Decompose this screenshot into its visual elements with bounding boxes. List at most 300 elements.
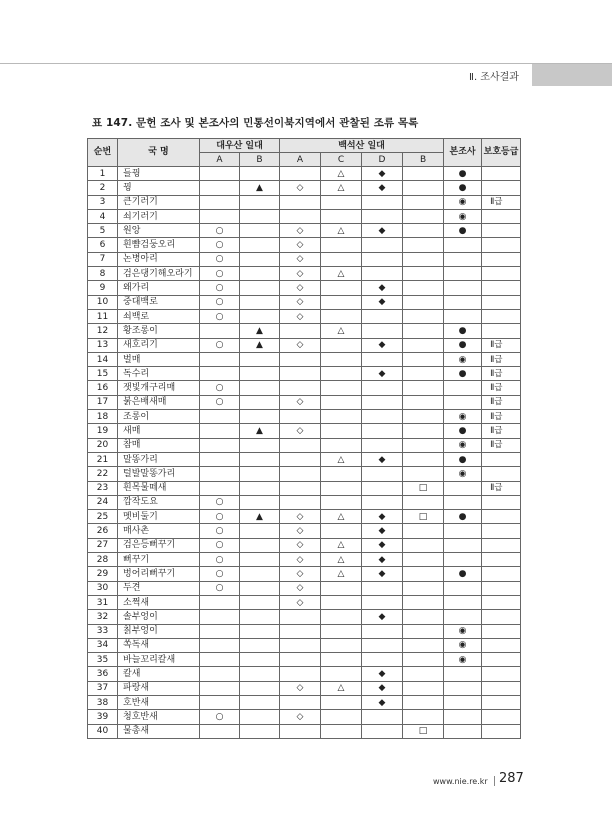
survey-mark — [403, 710, 444, 724]
survey-mark — [362, 238, 403, 252]
main-survey-mark: ◉ — [444, 653, 482, 667]
row-number: 3 — [88, 195, 118, 209]
protection-grade — [482, 295, 521, 309]
survey-mark: ○ — [200, 495, 240, 509]
protection-grade: Ⅱ급 — [482, 381, 521, 395]
survey-mark: ◆ — [362, 452, 403, 466]
survey-mark: ◇ — [280, 338, 321, 352]
main-survey-mark: ● — [444, 167, 482, 181]
survey-mark: ◇ — [280, 510, 321, 524]
survey-mark: ◆ — [362, 553, 403, 567]
survey-mark — [321, 281, 362, 295]
survey-mark — [280, 667, 321, 681]
survey-mark — [362, 309, 403, 323]
survey-mark: ◇ — [280, 252, 321, 266]
row-number: 23 — [88, 481, 118, 495]
row-number: 16 — [88, 381, 118, 395]
protection-grade — [482, 553, 521, 567]
protection-grade: Ⅱ급 — [482, 195, 521, 209]
protection-grade — [482, 567, 521, 581]
survey-mark: ◆ — [362, 681, 403, 695]
table-row — [88, 209, 521, 223]
survey-mark — [362, 653, 403, 667]
survey-mark: ○ — [200, 395, 240, 409]
row-number: 5 — [88, 224, 118, 238]
species-name: 검은댕기해오라기 — [118, 267, 200, 281]
survey-mark — [240, 567, 280, 581]
row-number: 6 — [88, 238, 118, 252]
survey-mark — [403, 281, 444, 295]
row-number: 14 — [88, 352, 118, 366]
header-no: 순번 — [88, 139, 118, 167]
row-number: 32 — [88, 610, 118, 624]
survey-mark — [403, 424, 444, 438]
table-row — [88, 438, 521, 452]
species-name: 흰뺨검둥오리 — [118, 238, 200, 252]
survey-mark — [200, 367, 240, 381]
survey-mark — [362, 267, 403, 281]
survey-mark — [321, 595, 362, 609]
table-row — [88, 309, 521, 323]
survey-mark — [240, 281, 280, 295]
survey-mark — [321, 653, 362, 667]
survey-mark — [200, 724, 240, 738]
protection-grade — [482, 324, 521, 338]
main-survey-mark — [444, 481, 482, 495]
survey-mark — [362, 252, 403, 266]
survey-mark — [403, 653, 444, 667]
protection-grade — [482, 238, 521, 252]
survey-mark — [403, 567, 444, 581]
species-name: 검은등뻐꾸기 — [118, 538, 200, 552]
row-number: 33 — [88, 624, 118, 638]
main-survey-mark: ◉ — [444, 438, 482, 452]
survey-mark — [240, 495, 280, 509]
survey-mark — [403, 595, 444, 609]
row-number: 1 — [88, 167, 118, 181]
survey-mark — [321, 381, 362, 395]
survey-mark: △ — [321, 681, 362, 695]
survey-mark — [240, 638, 280, 652]
species-name: 논병아리 — [118, 252, 200, 266]
survey-mark — [403, 695, 444, 709]
survey-mark — [200, 610, 240, 624]
survey-mark — [240, 595, 280, 609]
protection-grade — [482, 281, 521, 295]
table-row — [88, 410, 521, 424]
survey-mark: ◆ — [362, 524, 403, 538]
main-survey-mark — [444, 252, 482, 266]
table-row — [88, 624, 521, 638]
survey-mark — [403, 681, 444, 695]
survey-mark — [321, 352, 362, 366]
main-survey-mark: ◉ — [444, 352, 482, 366]
header-sub-d2: D — [362, 153, 403, 167]
survey-mark — [240, 581, 280, 595]
main-survey-mark — [444, 309, 482, 323]
protection-grade — [482, 581, 521, 595]
survey-mark: ○ — [200, 224, 240, 238]
survey-mark — [200, 595, 240, 609]
table-title: 표 147. 문헌 조사 및 본조사의 민통선이북지역에서 관찰된 조류 목록 — [92, 117, 419, 129]
survey-mark: ◇ — [280, 710, 321, 724]
species-name: 벌매 — [118, 352, 200, 366]
protection-grade — [482, 495, 521, 509]
survey-mark — [240, 252, 280, 266]
main-survey-mark — [444, 538, 482, 552]
survey-mark — [280, 653, 321, 667]
survey-mark — [403, 338, 444, 352]
survey-mark — [403, 238, 444, 252]
survey-mark — [321, 610, 362, 624]
survey-mark — [403, 381, 444, 395]
survey-mark — [280, 381, 321, 395]
row-number: 13 — [88, 338, 118, 352]
row-number: 19 — [88, 424, 118, 438]
survey-mark — [280, 695, 321, 709]
species-name: 새매 — [118, 424, 200, 438]
table-row — [88, 367, 521, 381]
survey-mark: ◇ — [280, 281, 321, 295]
species-name: 잿빛개구리매 — [118, 381, 200, 395]
survey-mark: ○ — [200, 281, 240, 295]
survey-mark: ○ — [200, 238, 240, 252]
table-body — [88, 167, 521, 739]
header-sub-b1: B — [240, 153, 280, 167]
main-survey-mark: ◉ — [444, 410, 482, 424]
species-name: 바늘꼬리칼새 — [118, 653, 200, 667]
survey-mark: ◆ — [362, 367, 403, 381]
main-survey-mark: ◉ — [444, 467, 482, 481]
survey-mark: ○ — [200, 510, 240, 524]
protection-grade — [482, 595, 521, 609]
survey-mark: ◆ — [362, 538, 403, 552]
table-row — [88, 695, 521, 709]
survey-mark — [321, 367, 362, 381]
table-row — [88, 224, 521, 238]
survey-mark: ○ — [200, 267, 240, 281]
row-number: 2 — [88, 181, 118, 195]
survey-mark — [362, 209, 403, 223]
survey-mark: △ — [321, 510, 362, 524]
protection-grade — [482, 524, 521, 538]
survey-mark — [200, 181, 240, 195]
survey-mark — [362, 481, 403, 495]
survey-mark: ◇ — [280, 181, 321, 195]
survey-mark — [362, 710, 403, 724]
row-number: 35 — [88, 653, 118, 667]
survey-mark — [280, 438, 321, 452]
survey-mark — [240, 452, 280, 466]
survey-mark — [240, 553, 280, 567]
row-number: 4 — [88, 209, 118, 223]
table-row — [88, 181, 521, 195]
survey-mark — [200, 653, 240, 667]
survey-mark: ◇ — [280, 395, 321, 409]
survey-mark — [240, 367, 280, 381]
survey-mark — [200, 324, 240, 338]
main-survey-mark: ● — [444, 567, 482, 581]
row-number: 26 — [88, 524, 118, 538]
survey-mark: ◇ — [280, 681, 321, 695]
header-group2: 백석산 일대 — [280, 139, 444, 153]
survey-mark — [200, 681, 240, 695]
survey-mark — [240, 524, 280, 538]
row-number: 21 — [88, 452, 118, 466]
header-protection: 보호등급 — [482, 139, 521, 167]
species-name: 매사촌 — [118, 524, 200, 538]
species-name: 솔부엉이 — [118, 610, 200, 624]
survey-mark — [280, 481, 321, 495]
protection-grade — [482, 681, 521, 695]
row-number: 34 — [88, 638, 118, 652]
table-row — [88, 610, 521, 624]
survey-mark — [200, 209, 240, 223]
table-row — [88, 681, 521, 695]
main-survey-mark — [444, 381, 482, 395]
survey-mark — [240, 395, 280, 409]
survey-mark — [403, 495, 444, 509]
main-survey-mark: ● — [444, 367, 482, 381]
header-sub-c2: C — [321, 153, 362, 167]
survey-mark — [321, 309, 362, 323]
survey-mark — [240, 695, 280, 709]
survey-mark — [403, 309, 444, 323]
row-number: 31 — [88, 595, 118, 609]
species-name: 쇠백로 — [118, 309, 200, 323]
survey-mark — [403, 624, 444, 638]
survey-mark — [200, 624, 240, 638]
survey-mark — [362, 424, 403, 438]
main-survey-mark: ● — [444, 424, 482, 438]
species-name: 쏙독새 — [118, 638, 200, 652]
protection-grade — [482, 724, 521, 738]
main-survey-mark — [444, 724, 482, 738]
species-name: 두견 — [118, 581, 200, 595]
survey-mark: ▲ — [240, 324, 280, 338]
survey-mark: ○ — [200, 567, 240, 581]
protection-grade: Ⅱ급 — [482, 367, 521, 381]
survey-mark — [321, 395, 362, 409]
species-name: 호반새 — [118, 695, 200, 709]
survey-mark: ○ — [200, 295, 240, 309]
survey-mark — [321, 695, 362, 709]
survey-mark — [280, 410, 321, 424]
species-name: 붉은배새매 — [118, 395, 200, 409]
survey-mark — [321, 667, 362, 681]
survey-mark — [200, 695, 240, 709]
survey-mark — [240, 724, 280, 738]
bird-list-table — [87, 138, 521, 739]
survey-mark — [240, 295, 280, 309]
main-survey-mark: ● — [444, 452, 482, 466]
row-number: 30 — [88, 581, 118, 595]
survey-mark: ◇ — [280, 581, 321, 595]
main-survey-mark — [444, 595, 482, 609]
survey-mark: ◆ — [362, 567, 403, 581]
protection-grade: Ⅱ급 — [482, 395, 521, 409]
species-name: 큰기러기 — [118, 195, 200, 209]
header-group1: 대우산 일대 — [200, 139, 280, 153]
survey-mark: ◇ — [280, 538, 321, 552]
survey-mark — [403, 452, 444, 466]
main-survey-mark: ● — [444, 338, 482, 352]
survey-mark — [200, 638, 240, 652]
survey-mark — [200, 167, 240, 181]
species-name: 중대백로 — [118, 295, 200, 309]
survey-mark — [403, 252, 444, 266]
survey-mark — [240, 238, 280, 252]
main-survey-mark — [444, 581, 482, 595]
protection-grade — [482, 610, 521, 624]
survey-mark — [240, 467, 280, 481]
survey-mark: ◇ — [280, 238, 321, 252]
survey-mark: ◇ — [280, 553, 321, 567]
survey-mark: ◆ — [362, 610, 403, 624]
survey-mark: ▲ — [240, 510, 280, 524]
protection-grade: Ⅱ급 — [482, 410, 521, 424]
species-name: 새호리기 — [118, 338, 200, 352]
survey-mark — [280, 195, 321, 209]
survey-mark — [321, 638, 362, 652]
protection-grade — [482, 653, 521, 667]
row-number: 25 — [88, 510, 118, 524]
chapter-label: Ⅱ. 조사결과 — [469, 71, 519, 83]
survey-mark: ▲ — [240, 338, 280, 352]
survey-mark — [403, 538, 444, 552]
survey-mark — [403, 209, 444, 223]
species-name: 흰목물떼새 — [118, 481, 200, 495]
survey-mark — [321, 524, 362, 538]
survey-mark — [362, 595, 403, 609]
species-name: 쇠기러기 — [118, 209, 200, 223]
table-row — [88, 710, 521, 724]
survey-mark: △ — [321, 181, 362, 195]
table-row — [88, 195, 521, 209]
survey-mark — [403, 267, 444, 281]
row-number: 27 — [88, 538, 118, 552]
survey-mark — [321, 195, 362, 209]
survey-mark — [403, 195, 444, 209]
table-row — [88, 581, 521, 595]
survey-mark — [280, 324, 321, 338]
survey-mark: ▲ — [240, 424, 280, 438]
protection-grade: Ⅱ급 — [482, 352, 521, 366]
species-name: 황조롱이 — [118, 324, 200, 338]
row-number: 10 — [88, 295, 118, 309]
survey-mark — [321, 238, 362, 252]
survey-mark: ◆ — [362, 338, 403, 352]
survey-mark — [362, 381, 403, 395]
protection-grade — [482, 510, 521, 524]
species-name: 뻐꾸기 — [118, 553, 200, 567]
protection-grade — [482, 224, 521, 238]
survey-mark: △ — [321, 567, 362, 581]
table-row — [88, 524, 521, 538]
survey-mark — [403, 581, 444, 595]
survey-mark — [362, 352, 403, 366]
header-main-survey: 본조사 — [444, 139, 482, 167]
species-name: 조롱이 — [118, 410, 200, 424]
survey-mark — [240, 309, 280, 323]
survey-mark — [321, 338, 362, 352]
survey-mark: △ — [321, 224, 362, 238]
main-survey-mark: ◉ — [444, 209, 482, 223]
survey-mark — [240, 224, 280, 238]
species-name: 벙어리뻐꾸기 — [118, 567, 200, 581]
protection-grade — [482, 167, 521, 181]
survey-mark — [321, 209, 362, 223]
protection-grade — [482, 309, 521, 323]
survey-mark — [362, 581, 403, 595]
survey-mark — [403, 352, 444, 366]
table-row — [88, 724, 521, 738]
survey-mark — [403, 224, 444, 238]
survey-mark: ○ — [200, 553, 240, 567]
survey-mark — [200, 424, 240, 438]
survey-mark — [280, 209, 321, 223]
survey-mark — [403, 395, 444, 409]
survey-mark — [321, 495, 362, 509]
table-row — [88, 252, 521, 266]
survey-mark: △ — [321, 452, 362, 466]
row-number: 37 — [88, 681, 118, 695]
species-name: 들꿩 — [118, 167, 200, 181]
survey-mark: ○ — [200, 381, 240, 395]
survey-mark: ◇ — [280, 309, 321, 323]
main-survey-mark — [444, 710, 482, 724]
survey-mark — [200, 410, 240, 424]
survey-mark — [321, 581, 362, 595]
survey-mark: △ — [321, 324, 362, 338]
protection-grade — [482, 267, 521, 281]
row-number: 8 — [88, 267, 118, 281]
table-row — [88, 395, 521, 409]
protection-grade — [482, 209, 521, 223]
survey-mark: ◆ — [362, 181, 403, 195]
survey-mark — [362, 395, 403, 409]
row-number: 38 — [88, 695, 118, 709]
survey-mark — [403, 324, 444, 338]
table-row — [88, 338, 521, 352]
species-name: 왜가리 — [118, 281, 200, 295]
survey-mark — [362, 410, 403, 424]
survey-mark — [240, 667, 280, 681]
table-row — [88, 538, 521, 552]
row-number: 12 — [88, 324, 118, 338]
survey-mark — [200, 195, 240, 209]
survey-mark — [403, 438, 444, 452]
row-number: 7 — [88, 252, 118, 266]
survey-mark: △ — [321, 553, 362, 567]
survey-mark: ○ — [200, 538, 240, 552]
survey-mark: ○ — [200, 309, 240, 323]
protection-grade: Ⅱ급 — [482, 438, 521, 452]
table-row — [88, 352, 521, 366]
row-number: 28 — [88, 553, 118, 567]
species-name: 독수리 — [118, 367, 200, 381]
table-row — [88, 324, 521, 338]
table-row — [88, 167, 521, 181]
table-row — [88, 553, 521, 567]
survey-mark: □ — [403, 481, 444, 495]
main-survey-mark: ◉ — [444, 638, 482, 652]
main-survey-mark — [444, 553, 482, 567]
survey-mark: □ — [403, 724, 444, 738]
species-name: 멧비둘기 — [118, 510, 200, 524]
survey-mark — [240, 167, 280, 181]
row-number: 15 — [88, 367, 118, 381]
